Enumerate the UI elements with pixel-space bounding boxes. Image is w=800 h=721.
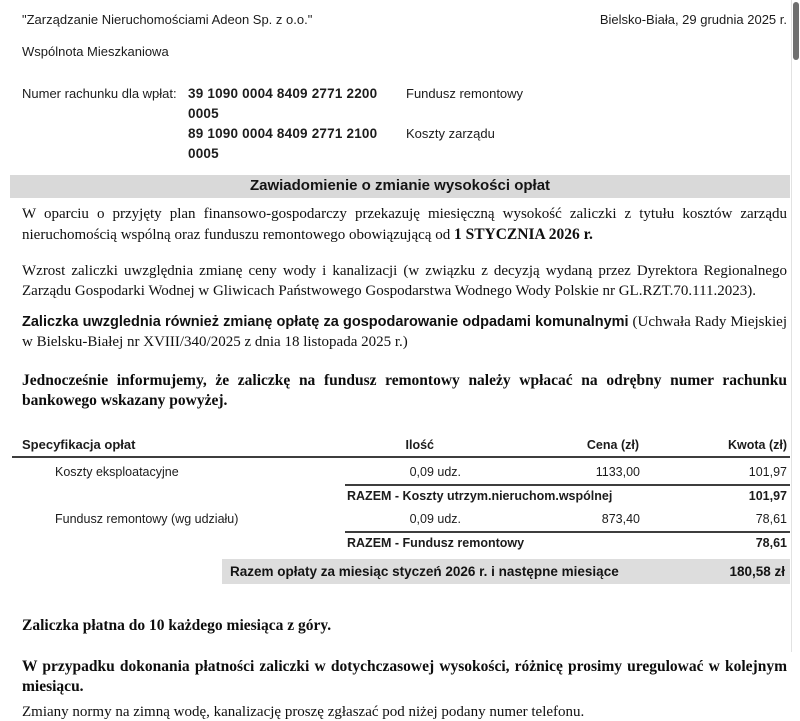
col-header-spec: Specyfikacja opłat — [22, 437, 136, 452]
row-price: 873,40 — [601, 512, 640, 526]
account-label-spacer — [22, 124, 188, 164]
row-price: 1133,00 — [595, 465, 640, 479]
scrollbar-thumb[interactable] — [793, 2, 799, 60]
document-header — [22, 12, 787, 27]
account-numbers-block — [22, 84, 787, 164]
total-amount: 180,58 zł — [729, 564, 785, 579]
paragraph-waste-fee — [22, 312, 787, 352]
paragraph-intro-text: W oparciu o przyjęty plan finansowo-gospodarczy przekazuję miesięczną wysokość zaliczki z tytułu kosztów zarządu nieruchomością wspólną oraz funduszu remontowego obowiązującą od — [22, 206, 787, 243]
company-name: "Zarządzanie Nieruchomościami Adeon Sp. z o.o." — [22, 12, 313, 27]
col-header-qty: Ilość — [405, 438, 434, 452]
account-purpose-zarzad: Koszty zarządu — [406, 126, 495, 141]
table-row-koszty — [22, 465, 787, 479]
row-name: Fundusz remontowy (wg udziału) — [55, 512, 239, 526]
account-row — [22, 84, 787, 124]
subtotal-label: RAZEM - Fundusz remontowy — [347, 536, 525, 550]
account-number-remont: 39 1090 0004 8409 2771 2200 0005 — [188, 86, 378, 121]
row-amount: 78,61 — [755, 512, 787, 526]
effective-date: 1 STYCZNIA 2026 r. — [453, 225, 593, 243]
paragraph-intro — [22, 205, 787, 245]
paragraph-water-price: Wzrost zaliczki uwzględnia zmianę ceny wody i kanalizacji (w związku z decyzją wydaną przez Dyrektora Regionalnego Zarządu Gospodarki Wodnej w Gliwicach Państwowego Gospodarstwa Wodnego Wody Polskie nr GL.RZT.70.111.2023). — [22, 263, 787, 299]
fees-table — [22, 437, 787, 584]
fees-table-header — [12, 437, 790, 458]
subtotal-row-koszty — [345, 484, 790, 505]
table-row-fundusz — [22, 512, 787, 526]
paragraph-difference: W przypadku dokonania płatności zaliczki w dotychczasowej wysokości, różnicę prosimy uregulować w kolejnym miesiącu. — [22, 658, 787, 695]
paragraph-waste-ref: (Uchwała Rady Miejskiej w Bielsku-Białej nr XVIII/340/2025 z dnia 18 listopada 2025 r.) — [22, 314, 788, 350]
subtotal-label: RAZEM - Koszty utrzym.nieruchom.wspólnej — [347, 489, 613, 503]
account-number-zarzad: 89 1090 0004 8409 2771 2100 0005 — [188, 126, 378, 161]
scrollbar-track[interactable] — [791, 0, 800, 652]
row-amount: 101,97 — [748, 465, 787, 479]
total-label: Razem opłaty za miesiąc styczeń 2026 r. i następne miesiące — [230, 564, 619, 579]
place-date: Bielsko-Biała, 29 grudnia 2025 r. — [599, 12, 787, 27]
subtotal-amount: 101,97 — [748, 489, 787, 503]
col-header-amount: Kwota (zł) — [727, 438, 787, 452]
row-qty: 0,09 udz. — [409, 512, 461, 526]
subtotal-amount: 78,61 — [755, 536, 787, 550]
account-purpose-remont: Fundusz remontowy — [406, 86, 524, 101]
subtotal-row-fundusz — [345, 531, 790, 552]
col-header-price: Cena (zł) — [586, 438, 639, 452]
account-row — [22, 124, 787, 164]
paragraph-payment-due: Zaliczka płatna do 10 każdego miesiąca z góry. — [22, 617, 332, 634]
notice-title-bar: Zawiadomienie o zmianie wysokości opłat — [10, 175, 790, 198]
total-row — [222, 559, 790, 584]
row-name: Koszty eksploatacyjne — [55, 465, 179, 479]
paragraph-fund-account: Jednocześnie informujemy, że zaliczkę na fundusz remontowy należy wpłacać na odrębny numer rachunku bankowego wskazany powyżej. — [22, 372, 787, 409]
row-qty: 0,09 udz. — [409, 465, 461, 479]
paragraph-waste-bold: Zaliczka uwzglednia również zmianę opłatę za gospodarowanie odpadami komunalnymi — [22, 314, 629, 330]
paragraph-water-norms: Zmiany normy na zimną wodę, kanalizację proszę zgłaszać pod niżej podany numer telefonu. — [22, 704, 585, 720]
community-name: Wspólnota Mieszkaniowa — [22, 44, 169, 59]
account-label: Numer rachunku dla wpłat: — [22, 86, 177, 101]
